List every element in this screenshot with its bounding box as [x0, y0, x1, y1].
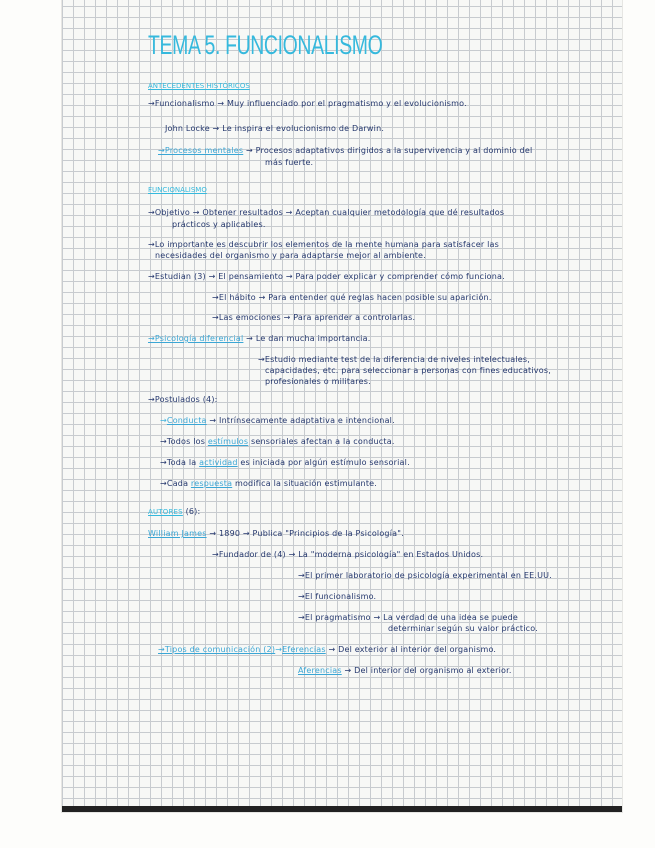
grid-paper [62, 0, 622, 812]
note-text: → Procesos adaptativos dirigidos a la supervivencia y al dominio del [243, 146, 533, 155]
note-line: →Las emociones → Para aprender a controlarlas. [212, 313, 416, 322]
note-line: profesionales o militares. [265, 377, 371, 386]
highlight-term: Conducta [166, 416, 207, 425]
note-text: → Del exterior al interior del organismo. [325, 645, 497, 654]
page-title: TEMA 5. FUNCIONALISMO [148, 30, 383, 60]
note-line: →Postulados (4): [148, 395, 218, 404]
note-text: →Todos los [160, 437, 208, 446]
note-text: (6): [182, 507, 201, 516]
section-funcionalismo: FUNCIONALISMO [148, 186, 207, 194]
note-line: capacidades, etc. para seleccionar a personas con fines educativos, [265, 366, 551, 375]
note-line [160, 437, 395, 446]
note-text: modifica la situación estimulante. [232, 479, 378, 488]
highlight-term: actividad [199, 458, 238, 467]
note-line: John Locke → Le inspira el evolucionismo de Darwin. [165, 124, 385, 133]
note-line: →Lo importante es descubrir los elementos de la mente humana para satisfacer las [148, 240, 499, 249]
note-line [148, 507, 200, 516]
note-line: →El primer laboratorio de psicología experimental en EE.UU. [298, 571, 552, 580]
highlight-term: William James [148, 529, 207, 538]
note-line: →Estudio mediante test de la diferencia de niveles intelectuales, [258, 355, 530, 364]
section-antecedentes: ANTECEDENTES HISTÓRICOS [148, 82, 250, 90]
note-line: →Objetivo → Obtener resultados → Aceptan cualquier metodología que dé resultados [148, 208, 505, 217]
note-line: determinar según su valor práctico. [388, 624, 538, 633]
note-line [298, 666, 512, 675]
highlight-term: →Psicología diferencial [148, 334, 244, 343]
paper-edge [62, 806, 622, 812]
note-line: →Fundador de (4) → La "moderna psicología" en Estados Unidos. [212, 550, 484, 559]
highlight-term: →Procesos mentales [158, 146, 244, 155]
note-line: →El pragmatismo → La verdad de una idea se puede [298, 613, 518, 622]
note-text: → Del interior del organismo al exterior. [341, 666, 512, 675]
note-text: → Intrínsecamente adaptativa e intencional. [206, 416, 395, 425]
note-line: →El funcionalismo. [298, 592, 377, 601]
note-text: → 1890 → Publica "Principios de la Psicología". [206, 529, 404, 538]
note-text: →Cada [160, 479, 191, 488]
note-text: sensoriales afectan a la conducta. [248, 437, 395, 446]
note-line: más fuerte. [265, 158, 314, 167]
note-line: necesidades del organismo y para adaptarse mejor al ambiente. [155, 251, 426, 260]
highlight-term: Eferencias [282, 645, 326, 654]
note-line: →Conducta → Intrínsecamente adaptativa e intencional. [160, 416, 395, 425]
note-line [148, 529, 404, 538]
note-line: →Funcionalismo → Muy influenciado por el pragmatismo y el evolucionismo. [148, 99, 467, 108]
note-line: prácticos y aplicables. [172, 220, 266, 229]
note-line: →El hábito → Para entender qué reglas hacen posible su aparición. [212, 293, 492, 302]
note-line [160, 458, 410, 467]
note-line: →Tipos de comunicación (2)→Eferencias → Del exterior al interior del organismo. [158, 645, 497, 654]
highlight-term: →Tipos de comunicación (2) [158, 645, 276, 654]
note-line [158, 146, 532, 155]
highlight-term: respuesta [190, 479, 233, 488]
note-line: →Estudian (3) → El pensamiento → Para poder explicar y comprender cómo funciona. [148, 272, 505, 281]
note-text: →Toda la [160, 458, 200, 467]
note-text: es iniciada por algún estímulo sensorial. [237, 458, 410, 467]
section-autores: AUTORES [148, 508, 183, 516]
highlight-term: Aferencias [298, 666, 342, 675]
highlight-term: estímulos [207, 437, 249, 446]
note-line [160, 479, 377, 488]
note-line [148, 334, 370, 343]
note-text: → Le dan mucha importancia. [243, 334, 371, 343]
